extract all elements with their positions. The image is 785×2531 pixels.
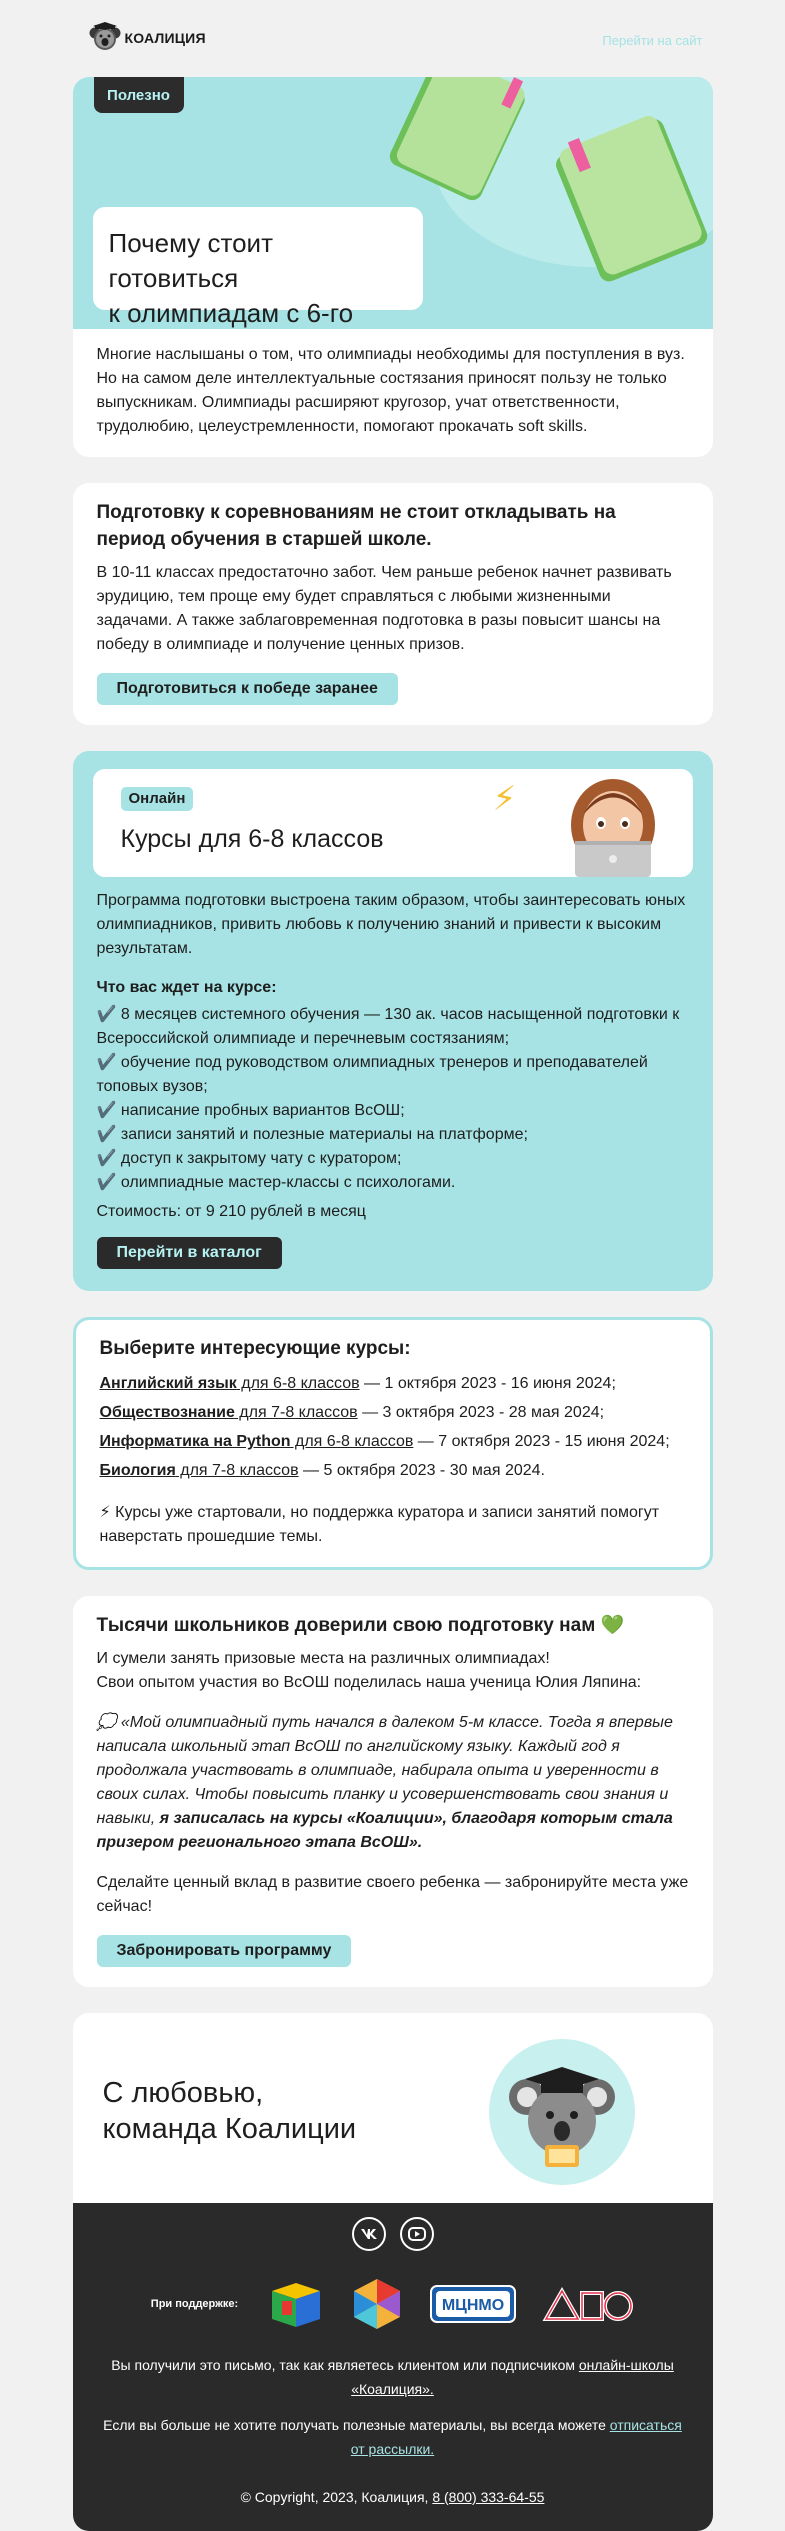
trust-card [73, 1596, 713, 1987]
header [73, 0, 713, 77]
support-logos [268, 2277, 634, 2331]
footer-client-message: Вы получили это письмо, так как являетесь клиентом или подписчиком онлайн-школы «Коалиция». [111, 2357, 674, 2397]
unsubscribe-link[interactable]: отписаться от рассылки. [350, 2417, 682, 2457]
list-item: Биология для 7-8 классов — 5 октября 2023 - 30 мая 2024. [99, 1462, 545, 1479]
course-header [93, 769, 693, 877]
list-item: ✔️ олимпиадные мастер-классы с психологами. [97, 1171, 689, 1195]
footer-signature [73, 2013, 713, 2203]
courses-note: ⚡ Курсы уже стартовали, но поддержка куратора и записи занятий помогут наверстать прошедшие темы. [99, 1504, 660, 1545]
footer-dark [73, 2203, 713, 2531]
list-item: Информатика на Python для 6-8 классов — 7 октября 2023 - 15 июня 2024; [99, 1433, 670, 1450]
dpo-logo-icon [542, 2285, 634, 2323]
prep-text: В 10-11 классах предостаточно забот. Чем раньше ребенок начнет развивать эрудицию, тем проще ему будет справляться с любыми жизненными задачами. А также заблаговременная подготовка в разы повысит шансы на победу в олимпиаде и получение ценных призов. [96, 564, 672, 653]
courses-list [100, 1372, 686, 1483]
course-link-social[interactable]: Обществознание для 7-8 классов [99, 1404, 358, 1421]
list-item: ✔️ записи занятий и полезные материалы на платформе; [97, 1123, 689, 1147]
list-item: Английский язык для 6-8 классов — 1 октября 2023 - 16 июня 2024; [99, 1375, 616, 1392]
hero-title-line2: к олимпиадам с 6-го [108, 298, 354, 328]
go-to-site-link[interactable]: Перейти на сайт [602, 33, 703, 48]
course-description: Программа подготовки выстроена таким образом, чтобы заинтересовать юных олимпиадников, привить любовь к получению знаний и привести к высоким результатам. [96, 892, 686, 957]
girl-laptop-illustration-icon [563, 775, 663, 877]
hero-card [73, 77, 713, 457]
youtube-icon[interactable] [400, 2217, 434, 2251]
lightning-icon: ⚡ [492, 780, 517, 818]
footer-unsubscribe-message: Если вы больше не хотите получать полезные материалы, вы всегда можете отписаться от рассылки. [103, 2417, 682, 2457]
phone-link[interactable]: 8 (800) 333-64-55 [432, 2489, 545, 2505]
prep-card [73, 483, 713, 725]
intro-text: Многие наслышаны о том, что олимпиады необходимы для поступления в вуз. Но на самом деле интеллектуальные состязания приносят пользу не только выпускникам. Олимпиады расширяют кругозор, учат ответственности, трудолюбию, целеустремленности, помогают прокачать soft skills. [96, 346, 685, 435]
support-section [103, 2277, 683, 2331]
svg-text:МЦНМО: МЦНМО [442, 2297, 505, 2314]
trust-line1: И сумели занять призовые места на различных олимпиадах! [96, 1650, 550, 1667]
trust-title: Тысячи школьников доверили свою подготовку нам 💚 [96, 1615, 625, 1636]
social-links [103, 2217, 683, 2251]
footer [73, 2013, 713, 2531]
brand-logo[interactable] [89, 22, 206, 54]
mcnmo-logo-icon [430, 2285, 516, 2323]
list-item: ✔️ обучение под руководством олимпиадных тренеров и преподавателей топовых вузов; [97, 1051, 689, 1099]
list-item: Обществознание для 7-8 классов — 3 октября 2023 - 28 мая 2024; [99, 1404, 605, 1421]
course-link-english[interactable]: Английский язык для 6-8 классов [99, 1375, 360, 1392]
course-features-list [97, 1003, 689, 1195]
catalog-button[interactable]: Перейти в каталог [97, 1237, 282, 1269]
signature-text: С любовью, команда Коалиции [102, 2077, 357, 2145]
hero-tag: Полезно [94, 77, 184, 113]
course-link-biology[interactable]: Биология для 7-8 классов [99, 1462, 299, 1479]
koala-logo-icon [89, 22, 121, 54]
trust-line2: Свои опытом участия во ВсОШ поделилась наша ученица Юлия Ляпина: [96, 1674, 642, 1691]
list-item: ✔️ написание пробных вариантов ВсОШ; [97, 1099, 689, 1123]
course-list-title: Что вас ждет на курсе: [96, 979, 277, 996]
choose-courses-card [73, 1317, 713, 1570]
vk-icon[interactable] [352, 2217, 386, 2251]
course-link-python[interactable]: Информатика на Python для 6-8 классов [99, 1433, 414, 1450]
course-title: Курсы для 6-8 классов [120, 825, 384, 853]
hero-banner [73, 77, 713, 329]
book-program-button[interactable]: Забронировать программу [97, 1935, 352, 1967]
support-label: При поддержке: [150, 2298, 239, 2310]
partner-petal-logo-icon [350, 2277, 404, 2331]
partner-cube-logo-icon [268, 2279, 324, 2329]
prep-title: Подготовку к соревнованиям не стоит откладывать на период обучения в старшей школе. [96, 502, 616, 550]
copyright: © Copyright, 2023, Коалиция, 8 (800) 333-64-55 [240, 2489, 545, 2505]
student-quote: 💭 «Мой олимпиадный путь начался в далеком 5-м классе. Тогда я впервые написала школьный этап ВсОШ по английскому языку. Каждый год я продолжала участвовать в олимпиаде, набирала опыта и уверенности в своих силах. Чтобы повысить планку и усовершенствовать свои знания и навыки, я записалась на курсы «Коалиции», благодаря которым стала призером регионального этапа ВсОШ». [96, 1714, 673, 1851]
trust-cta-text: Сделайте ценный вклад в развитие своего ребенка — забронируйте места уже сейчас! [96, 1874, 689, 1915]
brand-name: КОАЛИЦИЯ [124, 30, 206, 46]
list-item: ✔️ доступ к закрытому чату с куратором; [97, 1147, 689, 1171]
hero-title-line1: Почему стоит готовиться [108, 228, 273, 293]
online-tag: Онлайн [121, 787, 194, 811]
choose-title: Выберите интересующие курсы: [99, 1338, 411, 1359]
hero-title [93, 207, 423, 328]
prepare-button[interactable]: Подготовиться к победе заранее [97, 673, 398, 705]
school-link[interactable]: онлайн-школы «Коалиция». [351, 2357, 674, 2397]
course-price: Стоимость: от 9 210 рублей в месяц [96, 1203, 366, 1220]
list-item: ✔️ 8 месяцев системного обучения — 130 ак. часов насыщенной подготовки к Всероссийской олимпиаде и перечневым состязаниям; [97, 1003, 689, 1051]
course-card [73, 751, 713, 1291]
koala-mascot-icon [489, 2039, 635, 2185]
